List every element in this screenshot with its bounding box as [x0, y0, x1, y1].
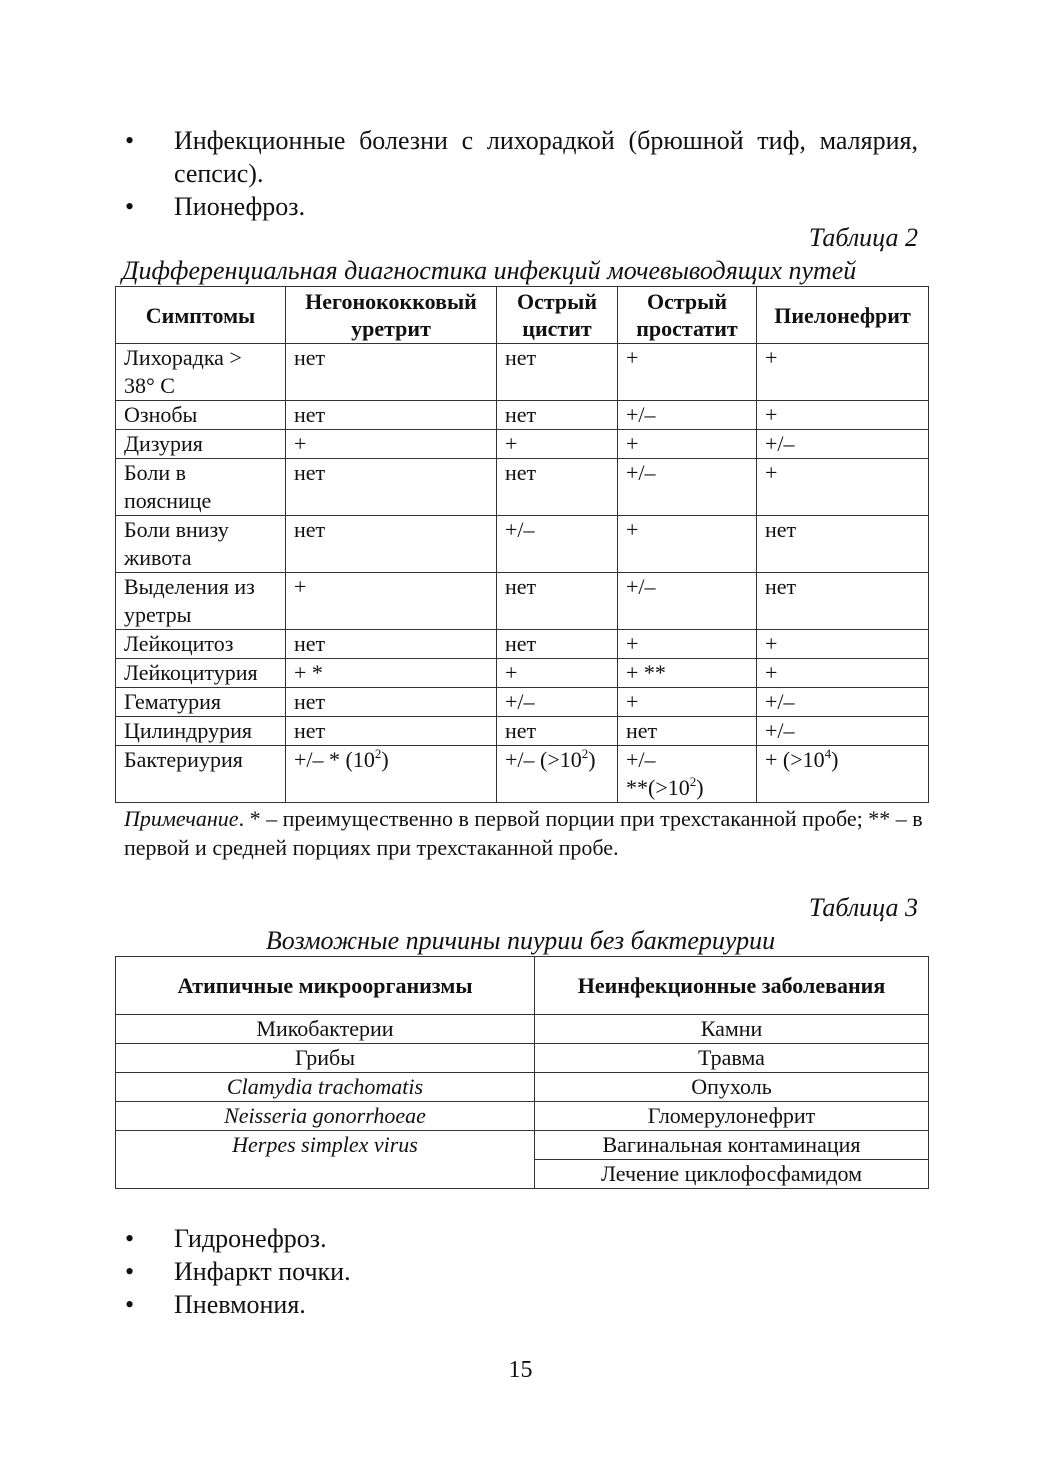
- table-cell: +: [286, 430, 497, 459]
- table-cell: +: [757, 459, 929, 516]
- cell-sup: 4: [824, 746, 832, 761]
- table-header-row: [116, 957, 929, 1015]
- bullet-item: • Гидронефроз.: [122, 1222, 918, 1255]
- bullet-list-bottom: [122, 1222, 918, 1321]
- table-cell: +/–: [497, 516, 618, 573]
- table-cell: [286, 746, 497, 803]
- table-row: [116, 401, 929, 430]
- symptom-cell: Боли внизу живота: [116, 516, 286, 573]
- table-cell: нет: [497, 717, 618, 746]
- table-cell: нет: [497, 573, 618, 630]
- table-cell: Лечение циклофосфамидом: [535, 1160, 929, 1189]
- cell-text: **(>10: [626, 775, 690, 800]
- cell-sup: 2: [581, 746, 589, 761]
- table2-label: Таблица 2: [808, 223, 918, 252]
- table-cell: [618, 746, 757, 803]
- table-row: [116, 430, 929, 459]
- table-cell: Neisseria gonorrhoeae: [116, 1102, 535, 1131]
- table3-label: Таблица 3: [808, 893, 918, 922]
- table-cell: Травма: [535, 1044, 929, 1073]
- column-header: Острый цистит: [497, 287, 618, 344]
- table2-differential-diagnosis: [115, 286, 929, 803]
- table-row: [116, 717, 929, 746]
- table-row: [116, 746, 929, 803]
- column-header: Негонококковый уретрит: [286, 287, 497, 344]
- table-cell: Clamydia trachomatis: [116, 1073, 535, 1102]
- column-header: Неинфекционные заболевания: [535, 957, 929, 1015]
- table-row: [116, 688, 929, 717]
- cell-sup: 2: [689, 774, 697, 789]
- symptom-cell: Боли в пояснице: [116, 459, 286, 516]
- table-cell: +: [757, 401, 929, 430]
- table-cell: +: [497, 659, 618, 688]
- table-cell: +: [286, 573, 497, 630]
- symptom-cell: Выделения из уретры: [116, 573, 286, 630]
- cell-sup: 2: [374, 746, 382, 761]
- table-cell: нет: [497, 401, 618, 430]
- table-row: [116, 573, 929, 630]
- table-cell: [497, 746, 618, 803]
- column-header: Атипичные микроорганизмы: [116, 957, 535, 1015]
- symptom-cell: Дизурия: [116, 430, 286, 459]
- table-cell: +: [757, 344, 929, 401]
- table-cell: нет: [286, 630, 497, 659]
- table-cell: нет: [286, 717, 497, 746]
- bullet-item: • Инфекционные болезни с лихорадкой (брюшной тиф, малярия, сепсис).: [122, 124, 918, 190]
- cell-text: ): [588, 747, 596, 772]
- table2-body: [116, 344, 929, 746]
- column-header: Симптомы: [116, 287, 286, 344]
- table-cell: нет: [497, 630, 618, 659]
- table3-pyuria-causes: [115, 956, 929, 1189]
- table-cell: нет: [286, 344, 497, 401]
- cell-text: ): [696, 775, 704, 800]
- table-row: [116, 1073, 929, 1102]
- cell-text: ): [381, 747, 389, 772]
- table-cell: +: [618, 516, 757, 573]
- table-cell: нет: [497, 344, 618, 401]
- table-cell: +/–: [757, 688, 929, 717]
- table-row: [116, 1131, 929, 1160]
- table-cell: Грибы: [116, 1044, 535, 1073]
- table2-title: Дифференциальная диагностика инфекций мочевыводящих путей: [122, 256, 857, 285]
- cell-text: +/–: [626, 747, 656, 772]
- cell-text: +/– * (10: [294, 747, 375, 772]
- symptom-cell: Гематурия: [116, 688, 286, 717]
- table-cell: +/–: [757, 430, 929, 459]
- cell-text: + (>10: [765, 747, 825, 772]
- bullet-list-top: [122, 124, 918, 223]
- table-cell: нет: [757, 516, 929, 573]
- table-cell: +: [618, 688, 757, 717]
- table3-title: Возможные причины пиурии без бактериурии: [265, 926, 776, 955]
- table-cell: + **: [618, 659, 757, 688]
- table-cell: Вагинальная контаминация: [535, 1131, 929, 1160]
- symptom-cell: Цилиндрурия: [116, 717, 286, 746]
- column-header: Острый простатит: [618, 287, 757, 344]
- table-row: [116, 659, 929, 688]
- note-label: Примечание: [124, 806, 239, 831]
- symptom-cell: Ознобы: [116, 401, 286, 430]
- table-row: [116, 344, 929, 401]
- table-cell: +/–: [497, 688, 618, 717]
- table-cell: нет: [757, 573, 929, 630]
- table-row: [116, 459, 929, 516]
- table-cell: Камни: [535, 1015, 929, 1044]
- table-cell: Микобактерии: [116, 1015, 535, 1044]
- table-cell: + *: [286, 659, 497, 688]
- note-text: . * – преимущественно в первой порции при трехстаканной пробе; ** – в первой и средней порциях при трехстаканной пробе.: [124, 806, 923, 860]
- bullet-item: • Пионефроз.: [122, 190, 918, 223]
- page-number: 15: [508, 1357, 533, 1383]
- table-cell: +/–: [618, 573, 757, 630]
- symptom-cell: Лейкоцитурия: [116, 659, 286, 688]
- table-cell: +/–: [618, 401, 757, 430]
- table-header-row: [116, 287, 929, 344]
- table-cell: нет: [618, 717, 757, 746]
- table-cell: нет: [286, 516, 497, 573]
- table-cell: +: [757, 659, 929, 688]
- table-row: [116, 1102, 929, 1131]
- symptom-cell: Лейкоцитоз: [116, 630, 286, 659]
- table-cell: Herpes simplex virus: [116, 1131, 535, 1189]
- symptom-cell: Лихорадка > 38° С: [116, 344, 286, 401]
- table-cell: +/–: [618, 459, 757, 516]
- symptom-cell: Бактериурия: [116, 746, 286, 803]
- table-cell: +: [497, 430, 618, 459]
- table-cell: Опухоль: [535, 1073, 929, 1102]
- table-cell: Гломерулонефрит: [535, 1102, 929, 1131]
- table-cell: +: [757, 630, 929, 659]
- table-cell: нет: [497, 459, 618, 516]
- cell-text: ): [831, 747, 839, 772]
- table-row: [116, 630, 929, 659]
- table-row: [116, 1015, 929, 1044]
- table-cell: +: [618, 430, 757, 459]
- cell-text: +/– (>10: [505, 747, 582, 772]
- table-cell: [757, 746, 929, 803]
- bullet-item: • Пневмония.: [122, 1288, 918, 1321]
- table-cell: нет: [286, 401, 497, 430]
- table-cell: +/–: [757, 717, 929, 746]
- table2-note: [124, 804, 924, 862]
- table-cell: нет: [286, 688, 497, 717]
- table-row: [116, 1044, 929, 1073]
- bullet-item: • Инфаркт почки.: [122, 1255, 918, 1288]
- column-header: Пиелонефрит: [757, 287, 929, 344]
- table-cell: +: [618, 630, 757, 659]
- table-cell: +: [618, 344, 757, 401]
- table-row: [116, 516, 929, 573]
- table-cell: нет: [286, 459, 497, 516]
